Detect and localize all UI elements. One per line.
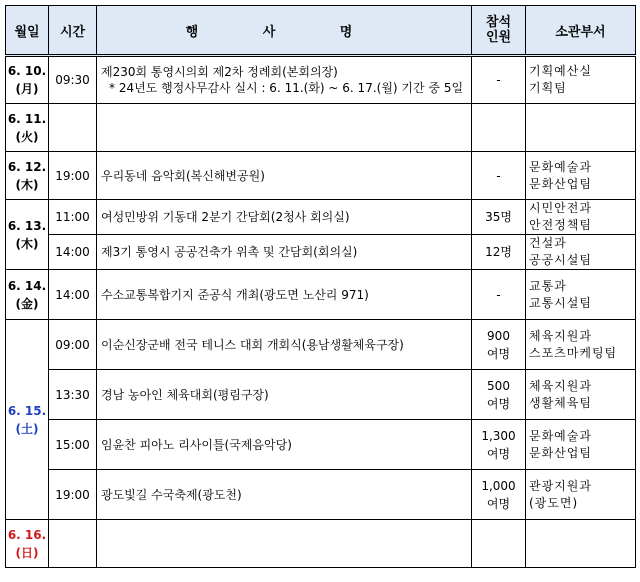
header-time: 시간	[49, 6, 97, 56]
time-cell	[49, 104, 97, 152]
time-cell: 19:00	[49, 470, 97, 520]
time-cell	[49, 520, 97, 568]
table-row	[6, 152, 636, 200]
time-cell: 09:30	[49, 56, 97, 104]
dept-cell: 관광지원과 (광도면)	[526, 470, 636, 520]
event-cell: 제230회 통영시의회 제2차 정례회(본회의장) * 24년도 행정사무감사 실시 : 6. 11.(화) ~ 6. 17.(월) 기간 중 5일	[97, 56, 472, 104]
event-cell: 여성민방위 기동대 2분기 간담회(2청사 회의실)	[97, 200, 472, 235]
table-row	[6, 470, 636, 520]
attendance-cell: -	[472, 270, 526, 320]
dept-cell: 문화예술과 문화산업팀	[526, 420, 636, 470]
schedule-table	[5, 5, 636, 568]
attendance-cell	[472, 520, 526, 568]
date-cell: 6. 12. (木)	[6, 152, 49, 200]
date-cell: 6. 14. (金)	[6, 270, 49, 320]
dept-cell: 기획예산실 기획팀	[526, 56, 636, 104]
attendance-cell: 1,300 여명	[472, 420, 526, 470]
attendance-cell: -	[472, 56, 526, 104]
event-cell: 이순신장군배 전국 테니스 대회 개회식(용남생활체육구장)	[97, 320, 472, 370]
dept-cell	[526, 104, 636, 152]
table-row	[6, 270, 636, 320]
attendance-cell: -	[472, 152, 526, 200]
event-cell	[97, 520, 472, 568]
table-row	[6, 520, 636, 568]
table-row	[6, 320, 636, 370]
table-row	[6, 56, 636, 104]
attendance-cell: 35명	[472, 200, 526, 235]
attendance-cell: 12명	[472, 235, 526, 270]
header-attendance: 참석 인원	[472, 6, 526, 56]
attendance-cell: 1,000 여명	[472, 470, 526, 520]
dept-cell: 시민안전과 안전정책팀	[526, 200, 636, 235]
time-cell: 13:30	[49, 370, 97, 420]
attendance-cell: 900 여명	[472, 320, 526, 370]
dept-cell: 체육지원과 생활체육팀	[526, 370, 636, 420]
table-row	[6, 200, 636, 235]
time-cell: 14:00	[49, 270, 97, 320]
event-cell: 제3기 통영시 공공건축가 위촉 및 간담회(회의실)	[97, 235, 472, 270]
time-cell: 15:00	[49, 420, 97, 470]
event-cell	[97, 104, 472, 152]
dept-cell: 교통과 교통시설팀	[526, 270, 636, 320]
date-cell: 6. 15. (土)	[6, 320, 49, 520]
time-cell: 11:00	[49, 200, 97, 235]
time-cell: 14:00	[49, 235, 97, 270]
attendance-cell: 500 여명	[472, 370, 526, 420]
date-cell: 6. 11. (火)	[6, 104, 49, 152]
time-cell: 19:00	[49, 152, 97, 200]
event-cell: 광도빛길 수국축제(광도천)	[97, 470, 472, 520]
header-row	[6, 6, 636, 56]
table-row	[6, 420, 636, 470]
table-row	[6, 104, 636, 152]
attendance-cell	[472, 104, 526, 152]
date-cell: 6. 13. (木)	[6, 200, 49, 270]
dept-cell: 건설과 공공시설팀	[526, 235, 636, 270]
table-row	[6, 370, 636, 420]
dept-cell: 체육지원과 스포츠마케팅팀	[526, 320, 636, 370]
date-cell: 6. 10. (月)	[6, 56, 49, 104]
header-date: 월일	[6, 6, 49, 56]
event-cell: 우리동네 음악회(복신해변공원)	[97, 152, 472, 200]
dept-cell	[526, 520, 636, 568]
event-cell: 임윤찬 피아노 리사이틀(국제음악당)	[97, 420, 472, 470]
dept-cell: 문화예술과 문화산업팀	[526, 152, 636, 200]
table-row	[6, 235, 636, 270]
event-cell: 경남 농아인 체육대회(평림구장)	[97, 370, 472, 420]
header-dept: 소관부서	[526, 6, 636, 56]
date-cell: 6. 16. (日)	[6, 520, 49, 568]
time-cell: 09:00	[49, 320, 97, 370]
event-cell: 수소교통복합기지 준공식 개최(광도면 노산리 971)	[97, 270, 472, 320]
header-event: 행 사 명	[97, 6, 472, 56]
